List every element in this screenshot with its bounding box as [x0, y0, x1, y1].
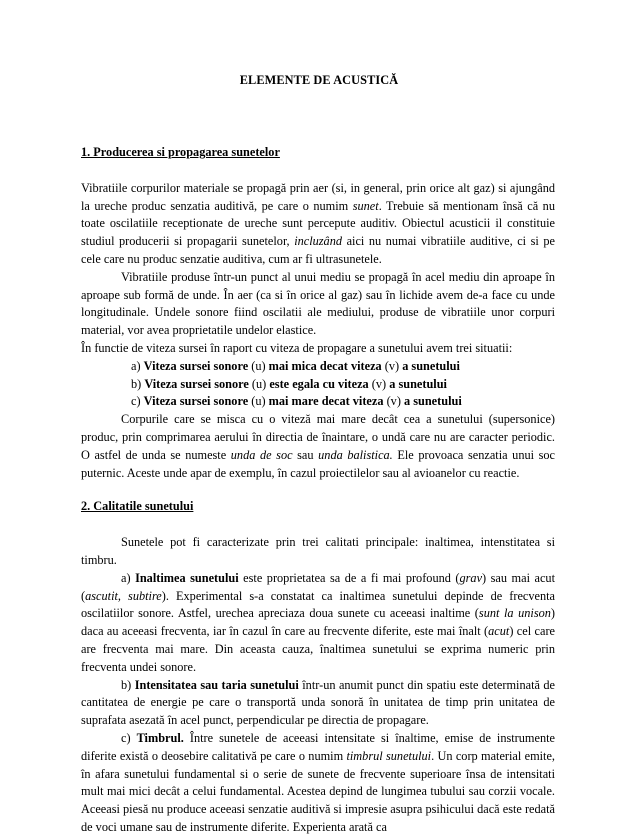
text-run: a) [131, 358, 144, 373]
italic-text: grav [459, 570, 483, 585]
text-run: aici nu numai vibratiile auditive, ci si pe cele care nu produc senzatie auditiva, cum ar fi ultrasunetele. [81, 234, 555, 266]
text-run: este proprietatea sa de a fi mai profound ( [238, 570, 460, 585]
italic-text: unda balistica. [318, 447, 393, 462]
paragraph [81, 730, 555, 837]
text-run: Vibratiile produse într-un punct al unui mediu se propagă în acel mediu din aproape în aproape sub formă de unde. În aer (ca si în orice al gaz) sau în lichide avem de-a face cu unde longitudinale. Undele sonore fiind oscilatii ale mediului, produse de vibratiile unor corpuri material, vor avea proprietatile undelor elastice. [81, 269, 555, 338]
list-item [81, 376, 555, 394]
paragraph [81, 411, 555, 482]
italic-text: timbrul sunetului [346, 748, 432, 763]
text-run: (v) [383, 394, 404, 409]
text-run: într-un anumit punct din spatiu este determinată de cantitatea de energie pe care o transportă unda sonoră în unitatea de timp prin unitatea de suprafata asezată în acel punct, perpendicular pe directia de propagare. [81, 677, 556, 728]
paragraph [81, 180, 555, 269]
section-heading-2: 2. Calitatile sunetului [81, 499, 194, 514]
document-body [81, 144, 555, 837]
text-run: . Trebuie să mentionam însă că nu toate oscilatiile receptionate de ureche sunt percepute auditiv. Obiectul acusticii il constituie studiul producerii si propagarii sunetelor, [81, 198, 555, 249]
bold-text: Viteza sursei sonore [144, 376, 249, 391]
italic-text: sunet [352, 198, 379, 213]
italic-text: ascutit, subtire [85, 588, 162, 603]
text-run: b) [131, 376, 145, 391]
bold-text: mai mare decat viteza [268, 394, 384, 409]
bold-text: a sunetului [402, 358, 460, 373]
paragraph [81, 677, 555, 730]
list-item [81, 358, 555, 376]
bold-text: Inaltimea sunetului [135, 570, 239, 585]
text-run: În functie de viteza sursei în raport cu viteza de propagare a sunetului avem trei situatii: [81, 340, 513, 355]
bold-text: Viteza sursei sonore [143, 358, 249, 373]
text-run: c) [131, 394, 144, 409]
bold-text: este egala cu viteza [269, 376, 369, 391]
section-heading-1: 1. Producerea si propagarea sunetelor [81, 145, 280, 159]
text-run: b) [121, 677, 135, 692]
text-run: ) sau mai acut ( [81, 570, 555, 603]
bold-text: Intensitatea sau taria sunetului [134, 677, 299, 692]
text-run: . Un corp material emite, în afara sunetului fundamental si o serie de sunete de frecvente superioare însa de intensitati mult mai mici decât a celui fundamental. Acestea depind de lungimea tubului sau corzii vocale. Aceeasi piesă nu produce aceeasi senzatie auditivă si impresie asupra psihicului dacă este redată de voci umane sau de instrumente diferite. Experienta arată ca [81, 748, 556, 834]
text-run: Vibratiile corpurilor materiale se propagă prin aer (si, in general, prin orice alt gaz) si ajungând la ureche produc senzatia auditivă, pe care o numim [81, 180, 555, 213]
text-run: (u) [248, 376, 270, 391]
bold-text: a sunetului [404, 394, 462, 409]
paragraph [81, 340, 555, 358]
paragraph [81, 534, 555, 570]
text-run: (v) [381, 358, 403, 373]
text-run: Ele provoaca senzatia unui soc puternic. Aceste unde apar de exemplu, în cazul proiectilelor sau al avioanelor cu reactie. [81, 447, 556, 480]
bold-text: Timbrul. [136, 730, 184, 745]
italic-text: acut [488, 624, 510, 639]
document-title: ELEMENTE DE ACUSTICĂ [239, 73, 399, 87]
text-run: (u) [248, 358, 269, 373]
bold-text: a sunetului [389, 376, 447, 391]
text-run: ). Experimental s-a constatat ca inaltimea sunetului depinde de frecventa oscilatiilor sonore. Astfel, urechea apreciaza doua sunete cu aceeasi inaltime ( [81, 588, 555, 621]
paragraph [81, 570, 555, 677]
text-run: Între sunetele de aceeasi intensitate si înaltime, emise de instrumente diferite există o deosebire calitativă pe care o numim [81, 730, 555, 763]
bold-text: mai mica decat viteza [268, 358, 382, 373]
list-item [81, 393, 555, 411]
italic-text: unda de soc [230, 447, 293, 462]
text-run: (v) [368, 376, 390, 391]
bold-text: Viteza sursei sonore [143, 394, 249, 409]
text-run: c) [121, 730, 137, 745]
text-run: ) cel care are frecventa mai mare. Din aceasta cauza, înaltimea sunetului se exprima numeric prin frecventa undei sonore. [81, 624, 555, 674]
text-run: Sunetele pot fi caracterizate prin trei calitati principale: inaltimea, intenstitatea si timbru. [81, 535, 555, 567]
italic-text: sunt la unison [478, 606, 551, 621]
text-run: a) [121, 570, 136, 585]
paragraph [81, 269, 555, 340]
text-run: ) daca au aceeasi frecventa, iar în cazul în care au frecvente diferite, este mai înalt ( [81, 606, 556, 639]
text-run: sau [292, 447, 319, 462]
text-run: Corpurile care se misca cu o viteză mai mare decât cea a sunetului (supersonice) produc, prin comprimarea aerului în directia de înaintare, o undă care nu are caracter periodic. O astfel de unda se numeste [81, 412, 555, 462]
italic-text: incluzând [294, 234, 343, 249]
text-run: (u) [248, 394, 269, 409]
